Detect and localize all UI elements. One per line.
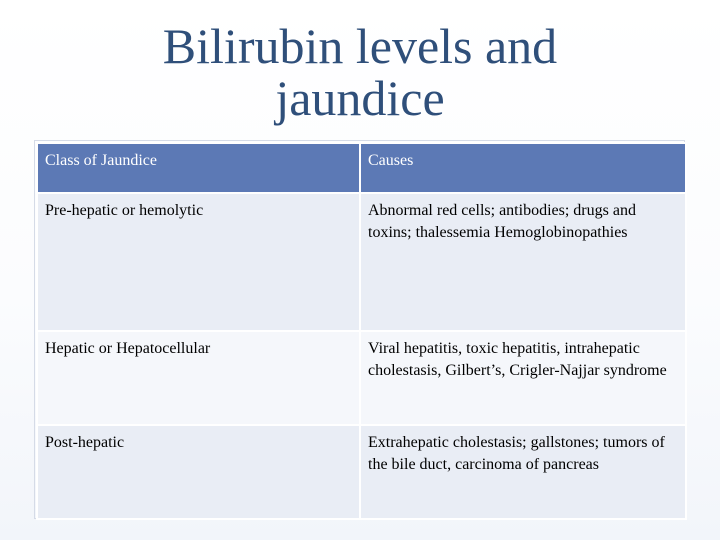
cell-causes: Extrahepatic cholestasis; gallstones; tumors of the bile duct, carcinoma of pancreas [360,425,686,519]
cell-causes: Viral hepatitis, toxic hepatitis, intrahepatic cholestasis, Gilbert’s, Crigler-Najjar syndrome [360,331,686,425]
cell-class: Pre-hepatic or hemolytic [37,193,360,331]
cell-class: Post-hepatic [37,425,360,519]
table-row [37,193,686,331]
jaundice-table [36,142,687,520]
slide-title [60,20,660,124]
table-row [37,331,686,425]
cell-causes: Abnormal red cells; antibodies; drugs and toxins; thalessemia Hemoglobinopathies [360,193,686,331]
slide-title-line-2: jaundice [275,70,445,126]
header-class-of-jaundice: Class of Jaundice [37,143,360,193]
table-header-row [37,143,686,193]
slide-title-line-1: Bilirubin levels and [162,18,558,74]
table-row [37,425,686,519]
header-causes: Causes [360,143,686,193]
cell-class: Hepatic or Hepatocellular [37,331,360,425]
